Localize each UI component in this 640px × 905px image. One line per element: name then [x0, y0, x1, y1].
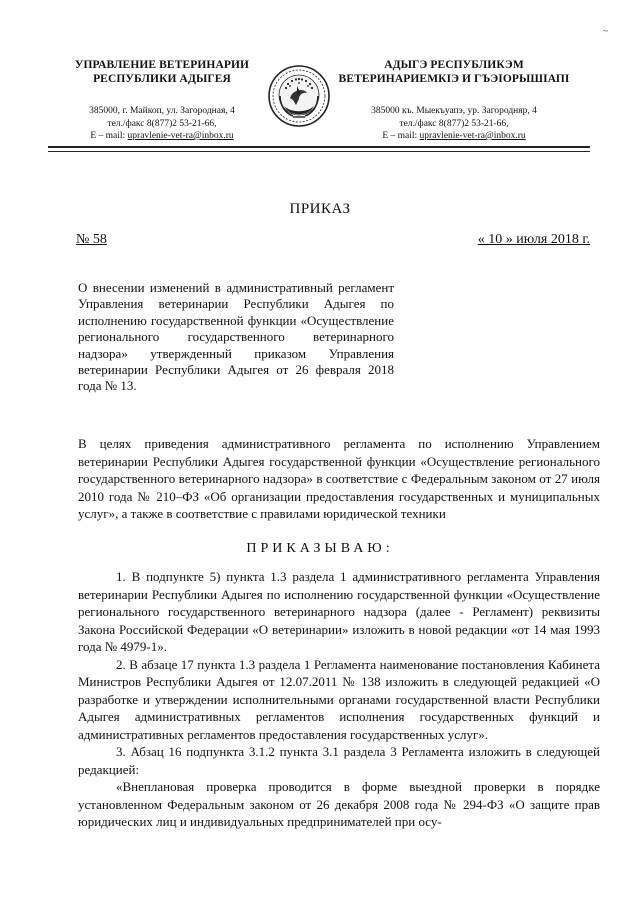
header-divider-thin [48, 151, 590, 152]
email-line-ady [334, 130, 574, 143]
order-number: № 58 [76, 232, 107, 247]
order-item: 1. В подпункте 5) пункта 1.3 раздела 1 административного регламента Управления ветеринарии Республики Адыгея по исполнению государственной функции «Осуществление регионального государственного ветеринарного надзора (далее - Регламент) реквизиты Закона Российской Федерации «О ветеринарии» изложить в новой редакции «от 14 мая 1993 года № 4979-1». [78, 569, 600, 654]
org-name-ady-line1: АДЫГЭ РЕСПУБЛИКЭМ [384, 59, 524, 71]
order-item: 2. В абзаце 17 пункта 1.3 раздела 1 Регламента наименование постановления Кабинета Министров Республики Адыгея от 12.07.2011 № 138 изложить в следующей редакцией «О разработке и утверждении исполнительными органами государственной власти Республики Адыгея административных регламентов исполнения государственных функций и административных регламентов предоставления государственных услуг». [78, 656, 600, 742]
email-link-ru[interactable]: upravlenie-vet-ra@inbox.ru [127, 131, 234, 141]
org-name-ady-line2: ВЕТЕРИНАРИЕМКIЭ И ГЪЭIОРЫШIАПI [338, 73, 570, 85]
header-left [48, 58, 276, 143]
org-name-ru-line1: УПРАВЛЕНИЕ ВЕТЕРИНАРИИ [74, 59, 250, 71]
email-line-ru [48, 130, 276, 143]
order-subject: О внесении изменений в административный регламент Управления ветеринарии Республики Адыгея по исполнению государственной функции «Осуществление регионального государственного ветеринарного надзора» утвержденный приказом Управления ветеринарии Республики Адыгея от 26 февраля 2018 года № 13. [78, 280, 394, 394]
email-prefix: E – mail: [382, 131, 420, 141]
email-link-ady[interactable]: upravlenie-vet-ra@inbox.ru [419, 131, 526, 141]
org-name-ru-line2: РЕСПУБЛИКИ АДЫГЕЯ [93, 73, 231, 85]
contact-block-ru [48, 105, 276, 143]
address-ady: 385000 къ. Мыекъуапэ, ур. Загородняр, 4 [371, 106, 537, 116]
order-item: 3. Абзац 16 подпункта 3.1.2 пункта 3.1 раздела 3 Регламента изложить в следующей редакцией: [78, 744, 600, 777]
phone-ady: тел./факс 8(877)2 53-21-66, [399, 118, 509, 129]
order-items [78, 568, 600, 831]
coat-of-arms-adygea-icon [266, 62, 332, 130]
order-preamble: В целях приведения административного регламента по исполнению Управлением ветеринарии Республики Адыгея государственной функции «Осуществление регионального государственного ветеринарного надзора» в соответствие с Федеральным законом от 27 июля 2010 года № 210–ФЗ «Об организации предоставления государственных и муниципальных услуг», а также в соответствие с правилами юридической техники [78, 436, 600, 521]
contact-block-ady [334, 105, 574, 143]
header-right [334, 58, 574, 143]
order-item-quote: «Внеплановая проверка проводится в форме выездной проверки в порядке установленном Федеральным законом от 26 декабря 2008 года № 294-ФЗ «О защите прав юридических лиц и индивидуальных предпринимателей при осу- [78, 779, 600, 829]
corner-mark: ~ [603, 26, 608, 36]
order-date: « 10 » июля 2018 г. [477, 232, 590, 247]
address-ru: 385000, г. Майкоп, ул. Загородная, 4 [89, 106, 235, 116]
order-heading: ПРИКАЗЫВАЮ: [246, 541, 394, 556]
phone-ru: тел./факс 8(877)2 53-21-66, [107, 118, 217, 129]
document-title: ПРИКАЗ [289, 201, 351, 217]
header-divider-thick [48, 146, 590, 148]
email-prefix: E – mail: [90, 131, 128, 141]
